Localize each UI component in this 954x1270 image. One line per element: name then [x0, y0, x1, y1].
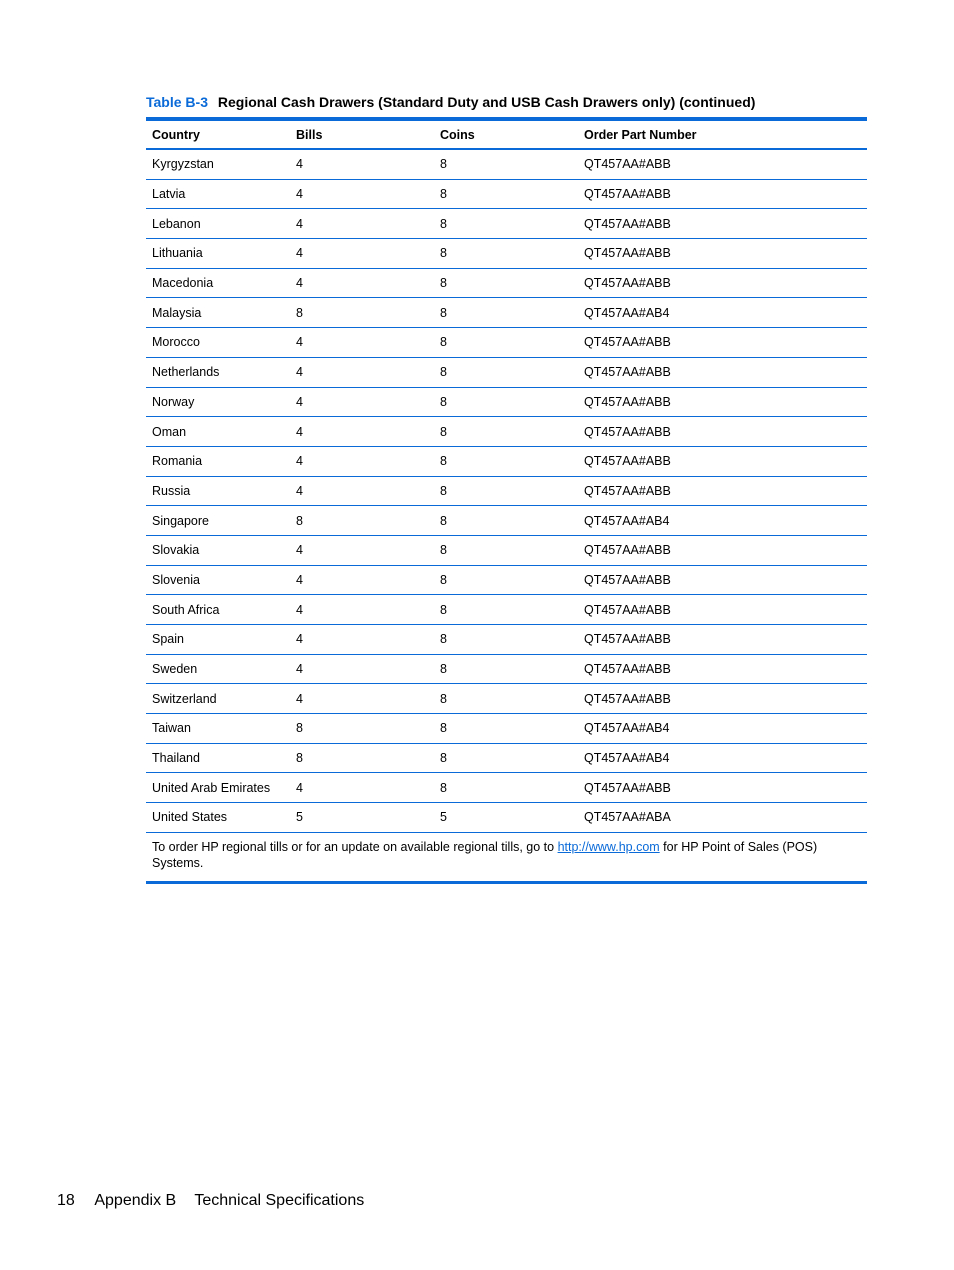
cell-order-part-number: QT457AA#ABB	[578, 654, 867, 684]
footer-appendix: Appendix B	[94, 1192, 177, 1209]
header-coins: Coins	[440, 127, 475, 142]
table-row	[146, 773, 867, 803]
cell-bills: 4	[290, 149, 434, 179]
table-caption	[146, 94, 755, 110]
cell-coins: 8	[434, 357, 578, 387]
cash-drawers-table	[146, 117, 867, 884]
table-header-row	[146, 119, 867, 149]
cell-country: Macedonia	[146, 268, 290, 298]
cell-order-part-number: QT457AA#ABB	[578, 239, 867, 269]
table-row	[146, 684, 867, 714]
cell-coins: 8	[434, 179, 578, 209]
cell-order-part-number: QT457AA#ABB	[578, 446, 867, 476]
cell-order-part-number: QT457AA#ABB	[578, 387, 867, 417]
cell-bills: 4	[290, 357, 434, 387]
table-row	[146, 357, 867, 387]
cell-bills: 4	[290, 595, 434, 625]
table-label: Table B-3	[146, 94, 208, 110]
hp-link[interactable]: http://www.hp.com	[557, 839, 660, 854]
cell-bills: 4	[290, 684, 434, 714]
table-row	[146, 268, 867, 298]
cell-country: Norway	[146, 387, 290, 417]
cell-coins: 8	[434, 743, 578, 773]
cell-country: United States	[146, 803, 290, 833]
cell-bills: 4	[290, 268, 434, 298]
cell-order-part-number: QT457AA#ABB	[578, 149, 867, 179]
cell-order-part-number: QT457AA#AB4	[578, 743, 867, 773]
cell-coins: 8	[434, 476, 578, 506]
cell-coins: 5	[434, 803, 578, 833]
table-note	[146, 832, 867, 882]
cell-coins: 8	[434, 298, 578, 328]
cell-bills: 4	[290, 476, 434, 506]
cell-bills: 4	[290, 773, 434, 803]
cell-bills: 8	[290, 506, 434, 536]
page-footer	[57, 1192, 364, 1210]
cell-coins: 8	[434, 625, 578, 655]
cell-country: Morocco	[146, 328, 290, 358]
cell-coins: 8	[434, 387, 578, 417]
cell-bills: 8	[290, 714, 434, 744]
cell-bills: 4	[290, 565, 434, 595]
cell-coins: 8	[434, 446, 578, 476]
table-row	[146, 328, 867, 358]
cell-country: Slovenia	[146, 565, 290, 595]
page-number: 18	[57, 1192, 75, 1209]
cell-order-part-number: QT457AA#ABB	[578, 565, 867, 595]
cell-order-part-number: QT457AA#ABB	[578, 625, 867, 655]
cell-order-part-number: QT457AA#AB4	[578, 298, 867, 328]
cell-country: Latvia	[146, 179, 290, 209]
header-country: Country	[152, 127, 200, 142]
cell-bills: 8	[290, 298, 434, 328]
table-row	[146, 654, 867, 684]
cell-order-part-number: QT457AA#ABB	[578, 684, 867, 714]
cell-order-part-number: QT457AA#ABB	[578, 595, 867, 625]
table-row	[146, 535, 867, 565]
table-row	[146, 387, 867, 417]
cell-order-part-number: QT457AA#ABB	[578, 268, 867, 298]
cell-bills: 4	[290, 239, 434, 269]
cell-coins: 8	[434, 565, 578, 595]
cell-order-part-number: QT457AA#ABB	[578, 328, 867, 358]
cell-coins: 8	[434, 535, 578, 565]
table-row	[146, 506, 867, 536]
cell-coins: 8	[434, 149, 578, 179]
cell-country: Lebanon	[146, 209, 290, 239]
cell-coins: 8	[434, 209, 578, 239]
cell-bills: 4	[290, 535, 434, 565]
cell-country: Malaysia	[146, 298, 290, 328]
table-row	[146, 179, 867, 209]
cell-bills: 4	[290, 328, 434, 358]
table-row	[146, 476, 867, 506]
cell-bills: 4	[290, 179, 434, 209]
table-row	[146, 595, 867, 625]
cell-country: Singapore	[146, 506, 290, 536]
note-text-before: To order HP regional tills or for an update on available regional tills, go to	[152, 839, 558, 854]
table-row	[146, 209, 867, 239]
cell-country: Russia	[146, 476, 290, 506]
footer-section: Technical Specifications	[194, 1192, 365, 1209]
cell-country: Slovakia	[146, 535, 290, 565]
cell-coins: 8	[434, 714, 578, 744]
header-order-part-number: Order Part Number	[584, 127, 697, 142]
cell-country: Switzerland	[146, 684, 290, 714]
cell-bills: 4	[290, 446, 434, 476]
cell-country: United Arab Emirates	[146, 773, 290, 803]
cell-country: Kyrgyzstan	[146, 149, 290, 179]
table-note-row	[146, 832, 867, 882]
cell-coins: 8	[434, 684, 578, 714]
cell-order-part-number: QT457AA#ABA	[578, 803, 867, 833]
cell-order-part-number: QT457AA#ABB	[578, 476, 867, 506]
cell-country: Spain	[146, 625, 290, 655]
cell-bills: 5	[290, 803, 434, 833]
table-row	[146, 565, 867, 595]
cell-coins: 8	[434, 328, 578, 358]
cell-coins: 8	[434, 268, 578, 298]
cell-country: Taiwan	[146, 714, 290, 744]
cell-country: Sweden	[146, 654, 290, 684]
cell-order-part-number: QT457AA#ABB	[578, 357, 867, 387]
cell-coins: 8	[434, 506, 578, 536]
table-row	[146, 803, 867, 833]
table-row	[146, 446, 867, 476]
note-text-after: for HP Point of Sales (POS) Systems.	[152, 839, 818, 870]
cell-coins: 8	[434, 595, 578, 625]
table-row	[146, 743, 867, 773]
cell-bills: 4	[290, 387, 434, 417]
table-title: Regional Cash Drawers (Standard Duty and USB Cash Drawers only) (continued)	[217, 94, 756, 110]
cell-order-part-number: QT457AA#AB4	[578, 506, 867, 536]
cell-coins: 8	[434, 773, 578, 803]
cell-country: Lithuania	[146, 239, 290, 269]
cell-order-part-number: QT457AA#AB4	[578, 714, 867, 744]
cell-coins: 8	[434, 417, 578, 447]
table-row	[146, 714, 867, 744]
header-bills: Bills	[296, 127, 323, 142]
table-row	[146, 149, 867, 179]
table-row	[146, 417, 867, 447]
cell-order-part-number: QT457AA#ABB	[578, 773, 867, 803]
cell-bills: 4	[290, 654, 434, 684]
table-body	[146, 149, 867, 882]
cell-country: Netherlands	[146, 357, 290, 387]
cell-country: Thailand	[146, 743, 290, 773]
cell-bills: 8	[290, 743, 434, 773]
table-row	[146, 239, 867, 269]
cell-country: South Africa	[146, 595, 290, 625]
cell-country: Romania	[146, 446, 290, 476]
table-row	[146, 298, 867, 328]
cell-bills: 4	[290, 417, 434, 447]
cell-bills: 4	[290, 209, 434, 239]
cell-order-part-number: QT457AA#ABB	[578, 535, 867, 565]
cell-coins: 8	[434, 239, 578, 269]
cell-country: Oman	[146, 417, 290, 447]
cell-order-part-number: QT457AA#ABB	[578, 209, 867, 239]
cell-coins: 8	[434, 654, 578, 684]
cell-order-part-number: QT457AA#ABB	[578, 417, 867, 447]
cell-bills: 4	[290, 625, 434, 655]
table-row	[146, 625, 867, 655]
cell-order-part-number: QT457AA#ABB	[578, 179, 867, 209]
